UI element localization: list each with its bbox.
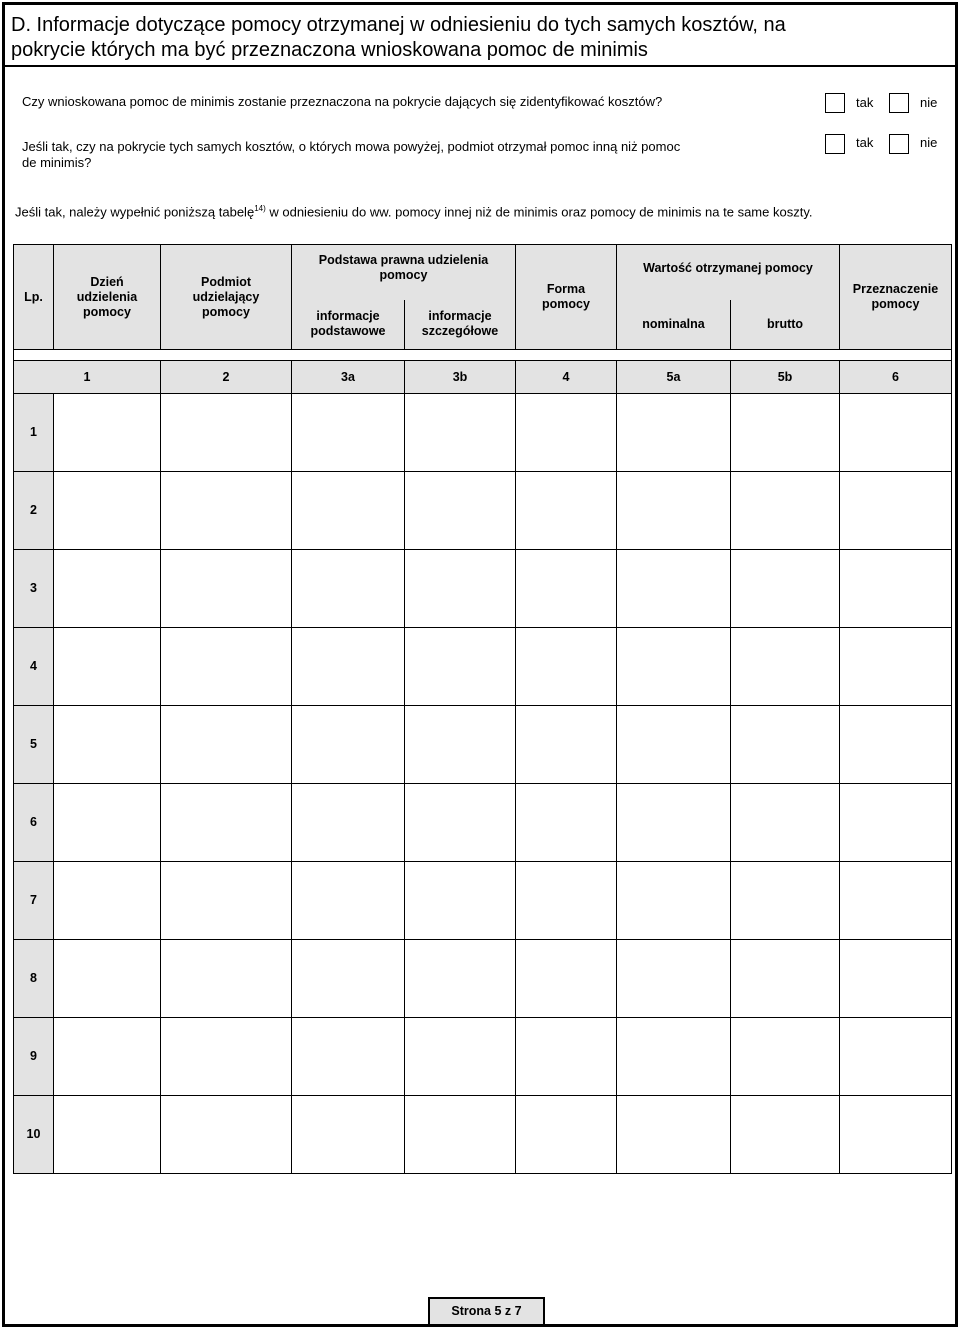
page-number: Strona 5 z 7: [428, 1297, 545, 1324]
table-cell[interactable]: [731, 862, 840, 940]
table-row: [14, 784, 952, 862]
table-cell[interactable]: [516, 472, 617, 550]
row-number: 7: [14, 862, 54, 940]
col-legal-basis-header: Podstawa prawna udzielenia pomocy: [292, 245, 516, 300]
table-cell[interactable]: [292, 628, 405, 706]
form-page: [2, 2, 958, 1327]
table-cell[interactable]: [731, 1018, 840, 1096]
table-cell[interactable]: [405, 784, 516, 862]
table-cell[interactable]: [405, 550, 516, 628]
question-2-no-checkbox[interactable]: [889, 134, 909, 154]
table-row: [14, 1096, 952, 1174]
colnum: 3a: [292, 361, 405, 394]
table-cell[interactable]: [731, 940, 840, 1018]
table-cell[interactable]: [292, 550, 405, 628]
table-cell[interactable]: [292, 472, 405, 550]
table-cell[interactable]: [54, 1096, 161, 1174]
col-purpose-header: Przeznaczenie pomocy: [840, 245, 952, 350]
table-cell[interactable]: [405, 628, 516, 706]
table-cell[interactable]: [840, 784, 952, 862]
col-form-header: Forma pomocy: [516, 245, 617, 350]
section-title-line1: D. Informacje dotyczące pomocy otrzymanej w odniesieniu do tych samych kosztów, na: [11, 14, 786, 36]
colnum: 5a: [617, 361, 731, 394]
table-cell[interactable]: [292, 706, 405, 784]
table-cell[interactable]: [617, 784, 731, 862]
table-cell[interactable]: [54, 394, 161, 472]
table-cell[interactable]: [516, 940, 617, 1018]
table-cell[interactable]: [516, 1018, 617, 1096]
table-cell[interactable]: [292, 1018, 405, 1096]
table-cell[interactable]: [840, 628, 952, 706]
col-nominal-header: nominalna: [617, 300, 731, 350]
question-2-no-label: nie: [920, 135, 938, 150]
table-cell[interactable]: [54, 628, 161, 706]
colnum: 3b: [405, 361, 516, 394]
table-cell[interactable]: [292, 394, 405, 472]
table-cell[interactable]: [54, 940, 161, 1018]
col-detailed-info-header: informacje szczegółowe: [405, 300, 516, 350]
table-cell[interactable]: [617, 394, 731, 472]
table-cell[interactable]: [731, 472, 840, 550]
table-cell[interactable]: [840, 862, 952, 940]
question-2-text: [22, 139, 680, 171]
table-cell[interactable]: [516, 628, 617, 706]
table-row: [14, 706, 952, 784]
table-cell[interactable]: [405, 940, 516, 1018]
col-subject-header: Podmiot udzielający pomocy: [161, 245, 292, 350]
table-cell[interactable]: [161, 394, 292, 472]
table-cell[interactable]: [516, 394, 617, 472]
colnum: 1: [14, 361, 161, 394]
table-row: [14, 862, 952, 940]
table-cell[interactable]: [54, 862, 161, 940]
question-2-line2: de minimis?: [22, 155, 92, 170]
table-cell[interactable]: [516, 550, 617, 628]
col-value-header: Wartość otrzymanej pomocy: [617, 245, 840, 300]
row-number: 6: [14, 784, 54, 862]
table-cell[interactable]: [54, 706, 161, 784]
table-row: [14, 1018, 952, 1096]
footnote-ref: 14): [254, 204, 266, 213]
table-cell[interactable]: [731, 628, 840, 706]
table-cell[interactable]: [161, 1018, 292, 1096]
table-cell[interactable]: [292, 784, 405, 862]
table-cell[interactable]: [292, 940, 405, 1018]
table-cell[interactable]: [161, 862, 292, 940]
column-numbers-row: [14, 361, 952, 394]
table-cell[interactable]: [54, 784, 161, 862]
table-row: [14, 472, 952, 550]
row-number: 5: [14, 706, 54, 784]
table-cell[interactable]: [161, 784, 292, 862]
aid-table: [13, 244, 952, 1174]
table-cell[interactable]: [54, 1018, 161, 1096]
table-cell[interactable]: [840, 550, 952, 628]
section-title-line2: pokrycie których ma być przeznaczona wnioskowana pomoc de minimis: [11, 39, 648, 61]
table-cell[interactable]: [617, 706, 731, 784]
table-cell[interactable]: [161, 628, 292, 706]
table-cell[interactable]: [840, 940, 952, 1018]
row-number: 10: [14, 1096, 54, 1174]
row-number: 9: [14, 1018, 54, 1096]
table-cell[interactable]: [54, 472, 161, 550]
instruction-before: Jeśli tak, należy wypełnić poniższą tabelę: [15, 204, 255, 220]
table-cell[interactable]: [516, 1096, 617, 1174]
table-cell[interactable]: [516, 706, 617, 784]
col-gross-header: brutto: [731, 300, 840, 350]
question-1-no-checkbox[interactable]: [889, 93, 909, 113]
table-cell[interactable]: [617, 550, 731, 628]
col-day-header: Dzień udzielenia pomocy: [54, 245, 161, 350]
question-1-yes-label: tak: [856, 95, 874, 110]
table-cell[interactable]: [405, 1018, 516, 1096]
question-2-line1: Jeśli tak, czy na pokrycie tych samych kosztów, o których mowa powyżej, podmiot otrzymał pomoc inną niż pomoc: [22, 139, 681, 154]
table-cell[interactable]: [731, 550, 840, 628]
table-cell[interactable]: [617, 472, 731, 550]
table-cell[interactable]: [840, 1096, 952, 1174]
table-row: [14, 394, 952, 472]
table-cell[interactable]: [840, 394, 952, 472]
table-cell[interactable]: [292, 1096, 405, 1174]
row-number: 2: [14, 472, 54, 550]
table-cell[interactable]: [617, 1018, 731, 1096]
table-cell[interactable]: [731, 706, 840, 784]
colnum: 6: [840, 361, 952, 394]
table-cell[interactable]: [731, 784, 840, 862]
question-2-yes-label: tak: [856, 135, 874, 150]
table-cell[interactable]: [840, 472, 952, 550]
table-cell[interactable]: [405, 1096, 516, 1174]
colnum: 2: [161, 361, 292, 394]
spacer-row: [14, 350, 952, 361]
table-cell[interactable]: [617, 940, 731, 1018]
table-cell[interactable]: [731, 1096, 840, 1174]
table-cell[interactable]: [161, 472, 292, 550]
col-lp-header: Lp.: [14, 245, 54, 350]
table-cell[interactable]: [516, 862, 617, 940]
question-1-yes-checkbox[interactable]: [825, 93, 845, 113]
table-cell[interactable]: [516, 784, 617, 862]
table-cell[interactable]: [617, 628, 731, 706]
table-instruction: [15, 201, 812, 220]
table-cell[interactable]: [54, 550, 161, 628]
question-1-text: Czy wnioskowana pomoc de minimis zostanie przeznaczona na pokrycie dających się zidentyfikować kosztów?: [22, 94, 663, 109]
table-cell[interactable]: [161, 550, 292, 628]
row-number: 1: [14, 394, 54, 472]
table-cell[interactable]: [405, 472, 516, 550]
table-cell[interactable]: [405, 862, 516, 940]
question-2-yes-checkbox[interactable]: [825, 134, 845, 154]
table-cell[interactable]: [405, 706, 516, 784]
col-basic-info-header: informacje podstawowe: [292, 300, 405, 350]
row-number: 3: [14, 550, 54, 628]
table-cell[interactable]: [617, 862, 731, 940]
table-cell[interactable]: [292, 862, 405, 940]
table-cell[interactable]: [617, 1096, 731, 1174]
table-cell[interactable]: [840, 706, 952, 784]
table-cell[interactable]: [161, 706, 292, 784]
table-cell[interactable]: [161, 940, 292, 1018]
table-cell[interactable]: [405, 394, 516, 472]
section-header: [5, 5, 955, 67]
table-row: [14, 940, 952, 1018]
table-cell[interactable]: [731, 394, 840, 472]
table-cell[interactable]: [840, 1018, 952, 1096]
header-row-1: [14, 245, 952, 300]
table-row: [14, 628, 952, 706]
row-number: 8: [14, 940, 54, 1018]
colnum: 5b: [731, 361, 840, 394]
table-cell[interactable]: [161, 1096, 292, 1174]
row-number: 4: [14, 628, 54, 706]
table-row: [14, 550, 952, 628]
colnum: 4: [516, 361, 617, 394]
instruction-after: w odniesieniu do ww. pomocy innej niż de minimis oraz pomocy de minimis na te same koszty.: [265, 204, 813, 220]
question-1-no-label: nie: [920, 95, 938, 110]
